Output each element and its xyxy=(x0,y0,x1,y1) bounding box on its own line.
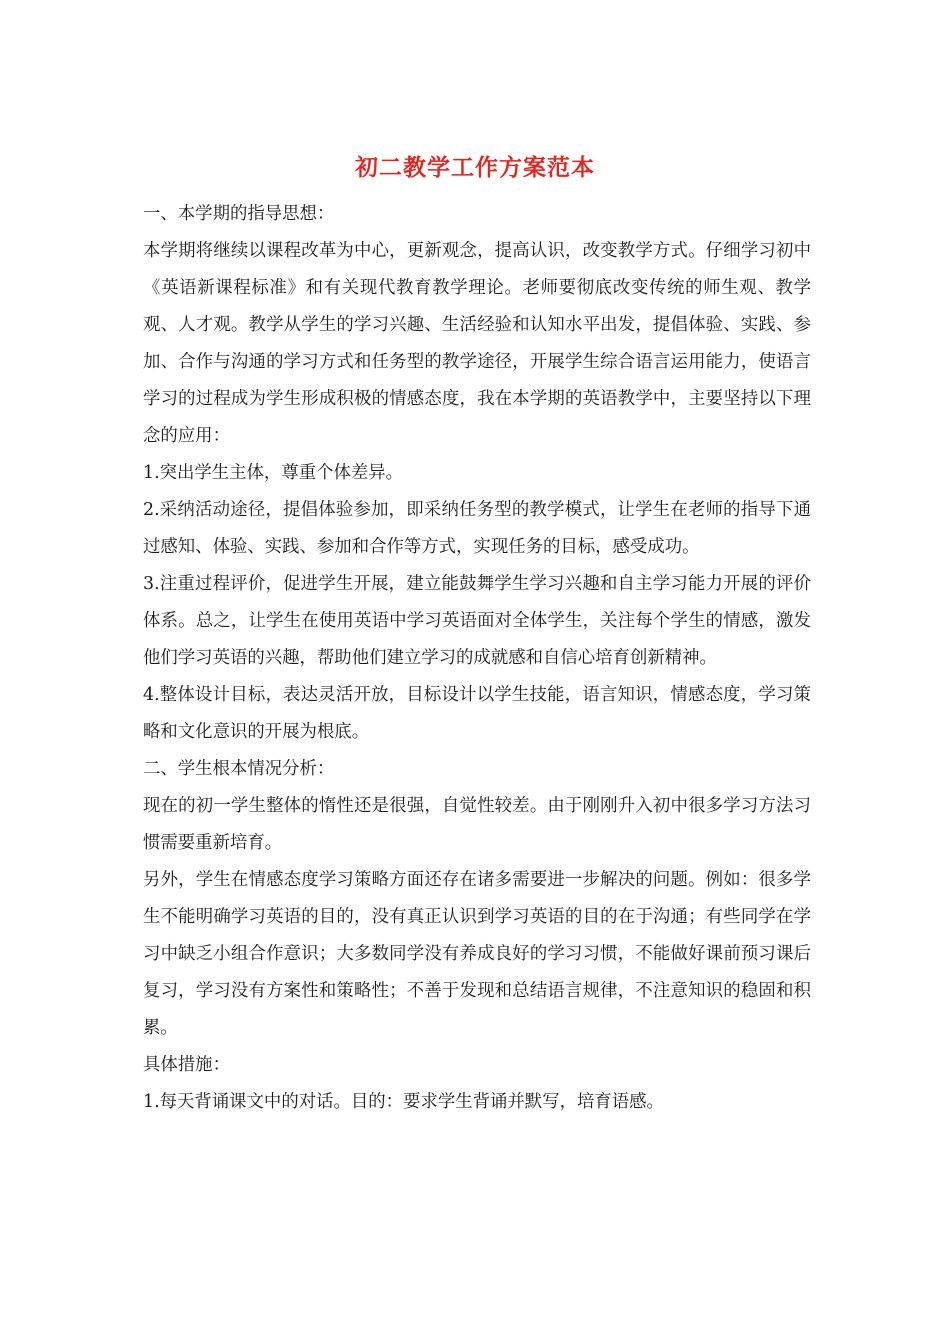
measure-item-1: 1.每天背诵课文中的对话。目的：要求学生背诵并默写，培育语感。 xyxy=(143,1092,664,1112)
section-heading-guiding-ideology: 一、本学期的指导思想： xyxy=(143,204,335,224)
list-item-4: 4.整体设计目标，表达灵活开放，目标设计以学生技能，语言知识，情感态度，学习策略和文化意识的开展为根底。 xyxy=(143,685,811,742)
list-item-1: 1.突出学生主体，尊重个体差异。 xyxy=(143,463,404,483)
document-title: 初二教学工作方案范本 xyxy=(355,154,595,181)
document-body xyxy=(143,196,811,1121)
section-heading-student-analysis: 二、学生根本情况分析： xyxy=(143,759,335,779)
paragraph-guiding-ideology: 本学期将继续以课程改革为中心，更新观念，提高认识，改变教学方式。仔细学习初中《英语新课程标准》和有关现代教育教学理论。老师要彻底改变传统的师生观、教学观、人才观。教学从学生的学习兴趣、生活经验和认知水平出发，提倡体验、实践、参加、合作与沟通的学习方式和任务型的教学途径，开展学生综合语言运用能力，使语言学习的过程成为学生形成积极的情感态度，我在本学期的英语教学中，主要坚持以下理念的应用： xyxy=(143,241,811,446)
paragraph-problems: 另外，学生在情感态度学习策略方面还存在诸多需要进一步解决的问题。例如：很多学生不能明确学习英语的目的，没有真正认识到学习英语的目的在于沟通；有些同学在学习中缺乏小组合作意识；大多数同学没有养成良好的学习习惯，不能做好课前预习课后复习，学习没有方案性和策略性；不善于发现和总结语言规律，不注意知识的稳固和积累。 xyxy=(143,870,811,1038)
list-item-2: 2.采纳活动途径，提倡体验参加，即采纳任务型的教学模式，让学生在老师的指导下通过感知、体验、实践、参加和合作等方式，实现任务的目标，感受成功。 xyxy=(143,500,811,557)
paragraph-student-analysis: 现在的初一学生整体的惰性还是很强，自觉性较差。由于刚刚升入初中很多学习方法习惯需要重新培育。 xyxy=(143,796,811,853)
section-heading-measures: 具体措施： xyxy=(143,1055,230,1075)
list-item-3: 3.注重过程评价，促进学生开展，建立能鼓舞学生学习兴趣和自主学习能力开展的评价体系。总之，让学生在使用英语中学习英语面对全体学生，关注每个学生的情感，激发他们学习英语的兴趣，帮助他们建立学习的成就感和自信心培育创新精神。 xyxy=(143,574,811,668)
